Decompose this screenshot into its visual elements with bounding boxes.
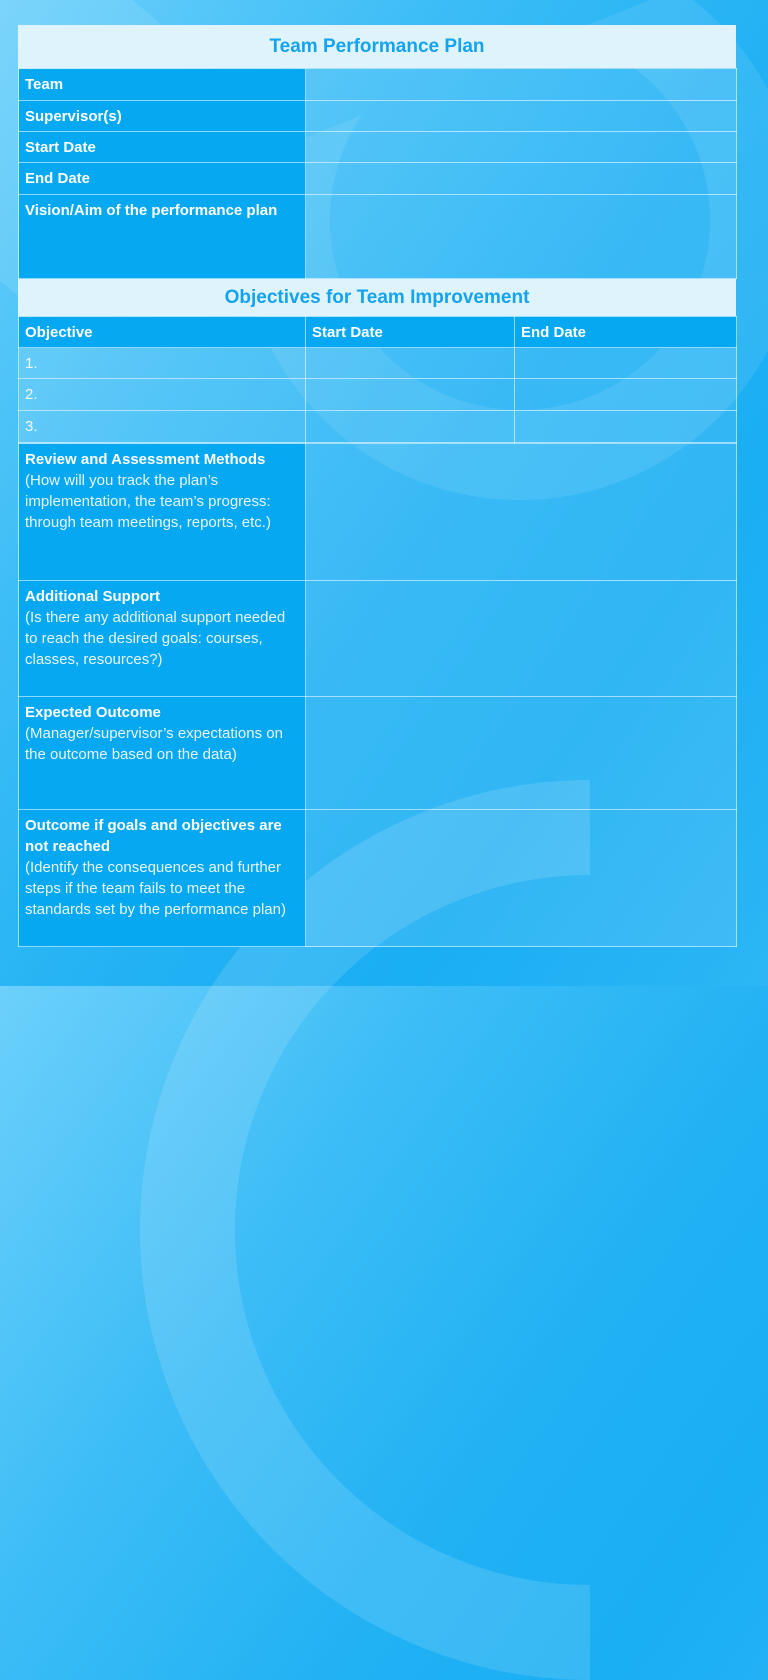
- unmet-outcome-title: Outcome if goals and objectives are not reached: [25, 817, 282, 855]
- objective-field[interactable]: 1.: [19, 348, 306, 379]
- objective-row: [19, 379, 737, 411]
- expected-outcome-label: [19, 697, 306, 810]
- support-label: [19, 581, 306, 697]
- expected-outcome-description: (Manager/supervisor’s expectations on the outcome based on the data): [25, 725, 283, 763]
- objective-start-date-field[interactable]: [306, 379, 515, 411]
- team-info-table: [18, 68, 737, 279]
- end-date-column-header: End Date: [515, 317, 737, 348]
- support-title: Additional Support: [25, 588, 160, 605]
- info-row-team: [19, 69, 737, 101]
- review-title: Review and Assessment Methods: [25, 451, 266, 468]
- start-date-field[interactable]: [306, 132, 737, 163]
- info-row-end-date: [19, 163, 737, 195]
- unmet-outcome-description: (Identify the consequences and further steps if the team fails to meet the standards set by the performance plan): [25, 859, 286, 918]
- vision-label: Vision/Aim of the performance plan: [19, 195, 306, 279]
- end-date-label: End Date: [19, 163, 306, 195]
- expected-outcome-title: Expected Outcome: [25, 704, 161, 721]
- detail-row-review: [19, 444, 737, 581]
- objectives-table: [18, 316, 737, 443]
- vision-field[interactable]: [306, 195, 737, 279]
- objective-end-date-field[interactable]: [515, 411, 737, 443]
- objectives-section-title: Objectives for Team Improvement: [18, 279, 736, 316]
- supervisors-label: Supervisor(s): [19, 101, 306, 132]
- info-row-vision: [19, 195, 737, 279]
- objective-row: [19, 411, 737, 443]
- objective-start-date-field[interactable]: [306, 348, 515, 379]
- unmet-outcome-field[interactable]: [306, 810, 737, 947]
- details-table: [18, 443, 737, 947]
- objective-end-date-field[interactable]: [515, 348, 737, 379]
- objective-end-date-field[interactable]: [515, 379, 737, 411]
- supervisors-field[interactable]: [306, 101, 737, 132]
- start-date-label: Start Date: [19, 132, 306, 163]
- start-date-column-header: Start Date: [306, 317, 515, 348]
- review-label: [19, 444, 306, 581]
- expected-outcome-field[interactable]: [306, 697, 737, 810]
- objective-row: [19, 348, 737, 379]
- performance-plan-form: [18, 25, 736, 947]
- objective-field[interactable]: 2.: [19, 379, 306, 411]
- objective-field[interactable]: 3.: [19, 411, 306, 443]
- objective-column-header: Objective: [19, 317, 306, 348]
- unmet-outcome-label: [19, 810, 306, 947]
- detail-row-support: [19, 581, 737, 697]
- review-description: (How will you track the plan’s implementation, the team’s progress: through team meetings, reports, etc.): [25, 472, 271, 531]
- info-row-supervisors: [19, 101, 737, 132]
- team-field[interactable]: [306, 69, 737, 101]
- info-row-start-date: [19, 132, 737, 163]
- support-description: (Is there any additional support needed to reach the desired goals: courses, classes, resources?): [25, 609, 286, 668]
- objective-start-date-field[interactable]: [306, 411, 515, 443]
- document-title: Team Performance Plan: [18, 25, 736, 68]
- detail-row-expected-outcome: [19, 697, 737, 810]
- end-date-field[interactable]: [306, 163, 737, 195]
- team-label: Team: [19, 69, 306, 101]
- detail-row-unmet-outcome: [19, 810, 737, 947]
- review-field[interactable]: [306, 444, 737, 581]
- objectives-header-row: [19, 317, 737, 348]
- support-field[interactable]: [306, 581, 737, 697]
